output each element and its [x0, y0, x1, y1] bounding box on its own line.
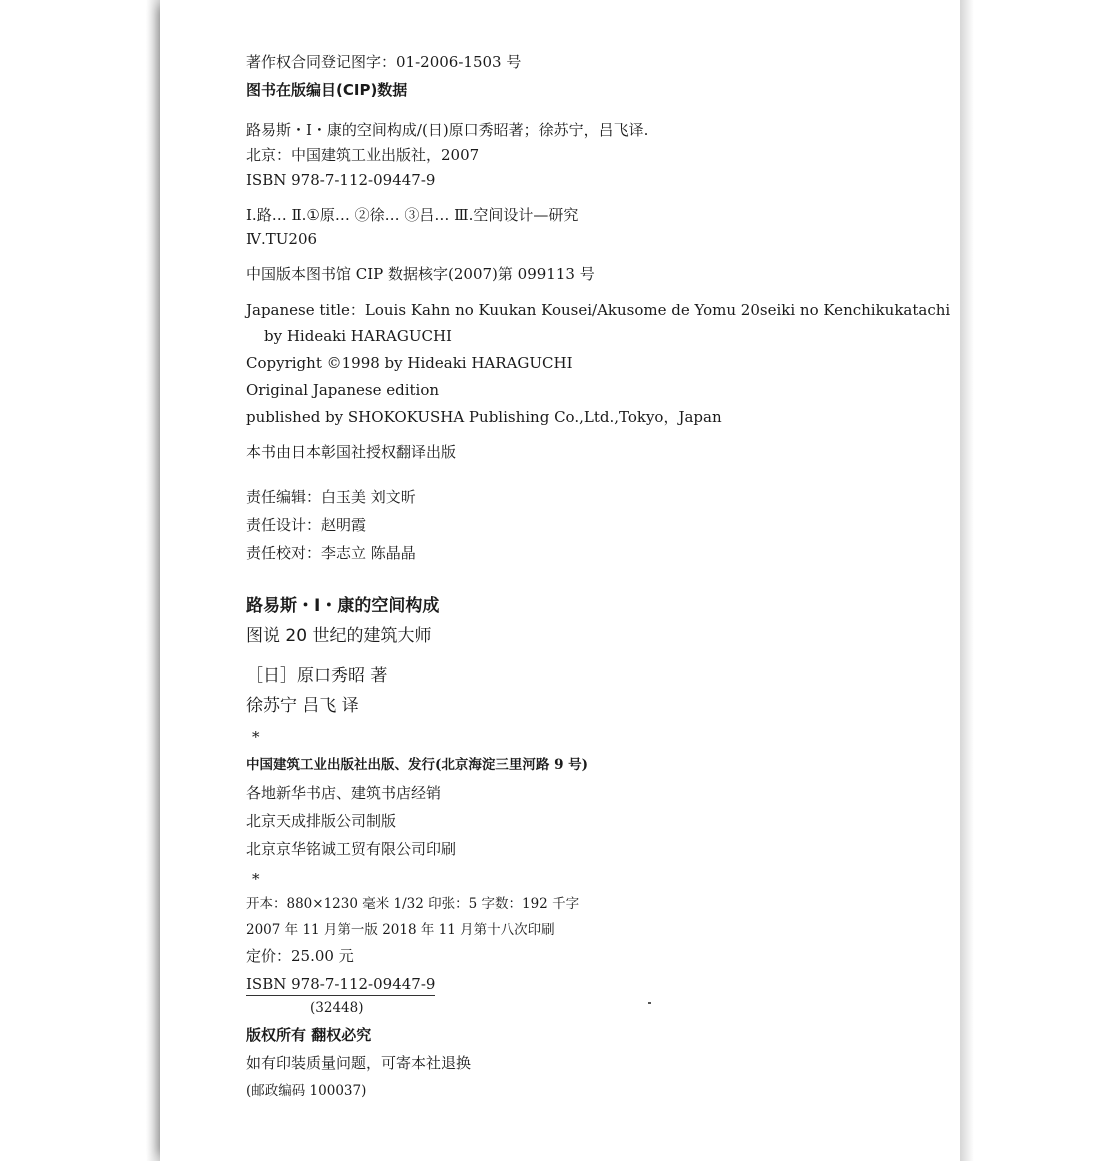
book-author-line: ［日］原口秀昭 著	[246, 666, 388, 686]
original-copyright: Copyright ©1998 by Hideaki HARAGUCHI	[246, 354, 573, 372]
cip-class-line-1: Ⅰ.路… Ⅱ.①原… ②徐… ③吕… Ⅲ.空间设计—研究	[246, 206, 579, 224]
spec-code: (32448)	[310, 1000, 364, 1016]
page-shadow-right	[960, 0, 974, 1161]
original-edition: Original Japanese edition	[246, 381, 440, 399]
cip-title-line: 路易斯・Ⅰ・康的空间构成/(日)原口秀昭著；徐苏宁，吕飞译.	[246, 121, 649, 139]
cip-publisher-line: 北京：中国建筑工业出版社，2007	[246, 146, 480, 164]
japanese-title: Japanese title：Louis Kahn no Kuukan Kousei/Akusome de Yomu 20seiki no Kenchikukatachi	[246, 301, 951, 319]
spec-format: 开本：880×1230 毫米 1/32 印张：5 字数：192 千字	[246, 896, 580, 912]
authorization-note: 本书由日本彰国社授权翻译出版	[246, 443, 457, 461]
separator-asterisk-1: *	[252, 728, 260, 746]
spec-editions: 2007 年 11 月第一版 2018 年 11 月第十八次印刷	[246, 922, 555, 938]
distribution-publisher: 中国建筑工业出版社出版、发行(北京海淀三里河路 9 号)	[246, 757, 589, 773]
cip-class-line-2: Ⅳ.TU206	[246, 230, 318, 248]
spec-price: 定价：25.00 元	[246, 947, 354, 965]
distribution-typesetting: 北京天成排版公司制版	[246, 812, 397, 830]
spec-isbn: ISBN 978-7-112-09447-9	[246, 975, 435, 996]
staff-designer: 责任设计：赵明霞	[246, 516, 367, 534]
distribution-sellers: 各地新华书店、建筑书店经销	[246, 784, 442, 802]
cip-heading: 图书在版编目(CIP)数据	[246, 81, 408, 99]
staff-editors: 责任编辑：白玉美 刘文昕	[246, 488, 416, 506]
staff-proofreaders: 责任校对：李志立 陈晶晶	[246, 544, 416, 562]
cip-check-number: 中国版本图书馆 CIP 数据核字(2007)第 099113 号	[246, 265, 595, 283]
postcode: (邮政编码 100037)	[246, 1083, 367, 1099]
original-published-by: published by SHOKOKUSHA Publishing Co.,Ltd.,Tokyo，Japan	[246, 408, 722, 426]
book-subtitle: 图说 20 世纪的建筑大师	[246, 626, 432, 646]
original-author: by Hideaki HARAGUCHI	[264, 327, 452, 345]
cip-isbn: ISBN 978-7-112-09447-9	[246, 171, 436, 189]
book-translator-line: 徐苏宁 吕飞 译	[246, 696, 359, 716]
rights-reserved: 版权所有 翻权必究	[246, 1026, 372, 1044]
returns-note: 如有印装质量问题，可寄本社退换	[246, 1054, 472, 1072]
page-shadow-left	[146, 0, 160, 1161]
distribution-printing: 北京京华铭诚工贸有限公司印刷	[246, 840, 457, 858]
book-title: 路易斯・Ⅰ・康的空间构成	[246, 596, 440, 616]
separator-asterisk-2: *	[252, 870, 260, 888]
copyright-registration: 著作权合同登记图字：01-2006-1503 号	[246, 53, 522, 71]
print-speck	[648, 1002, 651, 1004]
